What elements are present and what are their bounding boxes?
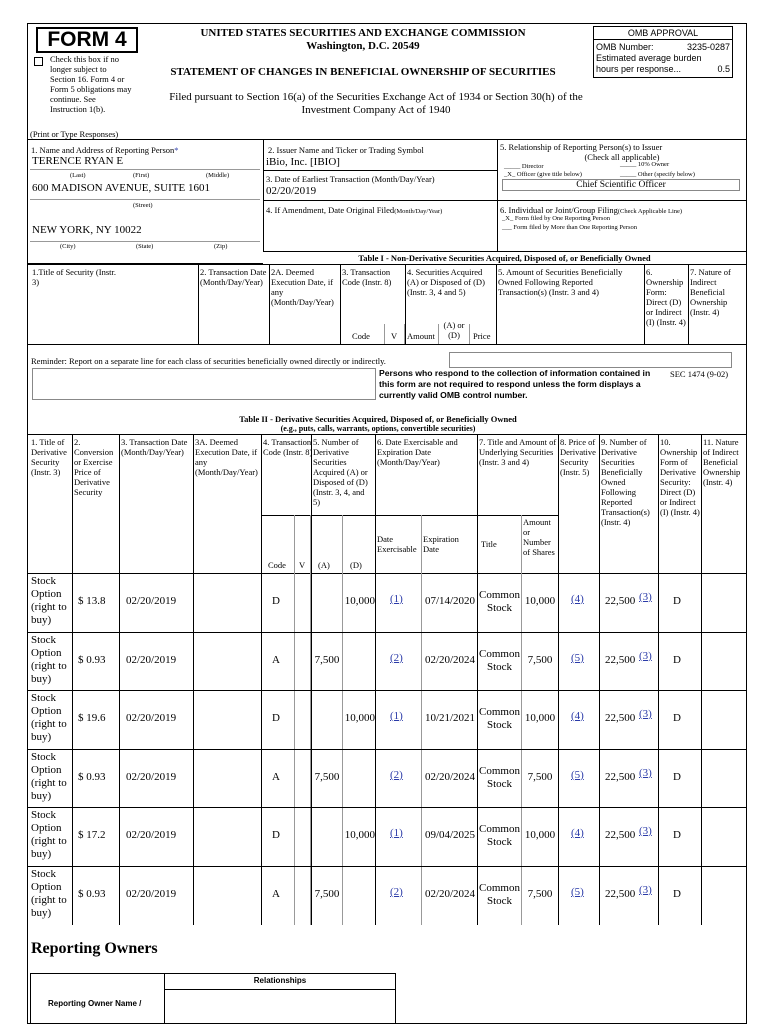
t1-h2: 2. Transaction Date (Month/Day/Year) bbox=[200, 267, 267, 287]
reporting-person-name: TERENCE RYAN E bbox=[32, 155, 124, 167]
t2-row-form: D bbox=[673, 888, 681, 900]
t2-row-ex-note[interactable]: (1) bbox=[390, 827, 403, 839]
agency-line1: UNITED STATES SECURITIES AND EXCHANGE COMMISSION bbox=[200, 27, 526, 39]
t2-row-date: 02/20/2019 bbox=[126, 595, 177, 607]
t2-row-title: Stock Option (right to buy) bbox=[31, 751, 67, 802]
t2-exp: Expiration Date bbox=[423, 534, 459, 554]
t2-row-ul-title: Common Stock bbox=[479, 882, 520, 907]
agency-line2: Washington, D.C. 20549 bbox=[306, 40, 420, 52]
t2-row-form: D bbox=[673, 771, 681, 783]
t1-amount: Amount bbox=[407, 331, 435, 341]
t2-h8: 8. Price of Derivative Security (Instr. 5) bbox=[560, 437, 596, 477]
t2-row-owned: 22,500 bbox=[605, 829, 636, 841]
filing-more-option[interactable]: ___ Form filed by More than One Reporting Person bbox=[502, 224, 638, 231]
issuer-name: iBio, Inc. [IBIO] bbox=[266, 156, 340, 168]
no-longer-subject-checkbox[interactable] bbox=[34, 57, 43, 66]
left-notice-box bbox=[32, 368, 376, 400]
owner-name-label: Reporting Owner Name / bbox=[48, 999, 142, 1008]
t2-row-owned: 22,500 bbox=[605, 771, 636, 783]
amendment-label: 4. If Amendment, Date Original Filed(Month/Day/Year) bbox=[266, 205, 443, 215]
t2-row-owned-note[interactable]: (3) bbox=[639, 825, 652, 837]
form-title: FORM 4 bbox=[47, 28, 127, 51]
officer-title: Chief Scientific Officer bbox=[576, 180, 666, 190]
t2-h5: 5. Number of Derivative Securities Acquired (A) or Disposed of (D) (Instr. 3, 4, and 5) bbox=[313, 437, 368, 507]
t2-row-ul-amount: 7,500 bbox=[527, 654, 553, 666]
t2-row-title: Stock Option (right to buy) bbox=[31, 692, 67, 743]
sec-code: SEC 1474 (9-02) bbox=[670, 369, 729, 379]
t2-row-p8-note[interactable]: (5) bbox=[571, 886, 584, 898]
t2-code: Code bbox=[268, 560, 286, 570]
t2-row-d: 10,000 bbox=[344, 829, 375, 841]
last-label: (Last) bbox=[70, 172, 86, 179]
t2-h10: 10. Ownership Form of Derivative Security: Direct (D) or Indirect (I) (Instr. 4) bbox=[660, 437, 700, 517]
print-type-note: (Print or Type Responses) bbox=[30, 129, 119, 139]
t2-title-col: Title bbox=[481, 539, 497, 549]
reporting-person-label: 1. Name and Address of Reporting Person* bbox=[31, 145, 179, 155]
issuer-label: 2. Issuer Name and Ticker or Trading Symbol bbox=[268, 145, 424, 155]
ten-pct-option[interactable]: _____ 10% Owner bbox=[620, 161, 670, 168]
t2-row-ex-note[interactable]: (2) bbox=[390, 769, 403, 781]
omb-number: 3235-0287 bbox=[686, 42, 730, 52]
t2-row-price: $ 0.93 bbox=[78, 654, 106, 666]
t2-h3a: 3A. Deemed Execution Date, if any (Month/Day/Year) bbox=[195, 437, 258, 477]
t2-row-code: D bbox=[272, 829, 280, 841]
relationship-label: 5. Relationship of Reporting Person(s) to Issuer bbox=[500, 142, 663, 152]
t2-row-title: Stock Option (right to buy) bbox=[31, 868, 67, 919]
middle-label: (Middle) bbox=[206, 172, 230, 179]
t2-row-a: 7,500 bbox=[314, 888, 340, 900]
t2-amount-col: Amount or Number of Shares bbox=[523, 517, 555, 557]
t2-row-exp: 02/20/2024 bbox=[424, 771, 476, 783]
t2-row-code: D bbox=[272, 712, 280, 724]
t2-row-p8-note[interactable]: (4) bbox=[571, 593, 584, 605]
t2-row-price: $ 0.93 bbox=[78, 888, 106, 900]
reminder-text: Reminder: Report on a separate line for each class of securities beneficially owned directly or indirectly. bbox=[31, 356, 386, 366]
street-label: (Street) bbox=[133, 202, 153, 209]
t2-row-ul-title: Common Stock bbox=[479, 706, 520, 731]
t2-row-title: Stock Option (right to buy) bbox=[31, 634, 67, 685]
t1-h5: 5. Amount of Securities Beneficially Owned Following Reported Transaction(s) (Instr. 3 and 4) bbox=[498, 267, 623, 297]
form-title-box bbox=[36, 27, 138, 53]
t2-row-code: A bbox=[272, 771, 280, 783]
t2-row-date: 02/20/2019 bbox=[126, 888, 177, 900]
t2-row-ex-note[interactable]: (2) bbox=[390, 652, 403, 664]
t2-row-ul-amount: 7,500 bbox=[527, 771, 553, 783]
t2-row-ul-title: Common Stock bbox=[479, 589, 520, 614]
t1-h3: 3. Transaction Code (Instr. 8) bbox=[342, 267, 392, 287]
t1-h7: 7. Nature of Indirect Beneficial Ownership (Instr. 4) bbox=[690, 267, 731, 317]
t1-price: Price bbox=[473, 331, 491, 341]
t2-row-date: 02/20/2019 bbox=[126, 771, 177, 783]
t2-row-ul-amount: 10,000 bbox=[524, 595, 556, 607]
t2-h3: 3. Transaction Date (Month/Day/Year) bbox=[121, 437, 188, 457]
omb-approval-box bbox=[593, 26, 733, 78]
t2-row-exp: 09/04/2025 bbox=[424, 829, 476, 841]
t2-row-form: D bbox=[673, 712, 681, 724]
t2-row-ul-amount: 7,500 bbox=[527, 888, 553, 900]
t2-row-title: Stock Option (right to buy) bbox=[31, 575, 67, 626]
t2-row-ul-title: Common Stock bbox=[479, 823, 520, 848]
t2-row-p8-note[interactable]: (5) bbox=[571, 769, 584, 781]
t2-row-owned: 22,500 bbox=[605, 654, 636, 666]
reporting-owners-heading: Reporting Owners bbox=[31, 940, 158, 957]
t1-code: Code bbox=[352, 331, 370, 341]
t2-row-owned: 22,500 bbox=[605, 595, 636, 607]
t2-row-date: 02/20/2019 bbox=[126, 654, 177, 666]
t2-row-exp: 07/14/2020 bbox=[424, 595, 476, 607]
omb-title: OMB APPROVAL bbox=[594, 27, 732, 40]
filed-line1: Filed pursuant to Section 16(a) of the Securities Exchange Act of 1934 or Section 30(h) of the bbox=[169, 91, 583, 103]
earliest-date-label: 3. Date of Earliest Transaction (Month/Day/Year) bbox=[266, 174, 435, 184]
t2-a: (A) bbox=[318, 560, 330, 570]
other-option[interactable]: _____ Other (specify below) bbox=[620, 171, 695, 178]
table1-title: Table I - Non-Derivative Securities Acquired, Disposed of, or Beneficially Owned bbox=[358, 253, 651, 263]
t2-row-exp: 02/20/2024 bbox=[424, 654, 476, 666]
omb-burden-label: Estimated average burden bbox=[596, 53, 702, 63]
t2-row-title: Stock Option (right to buy) bbox=[31, 809, 67, 860]
t2-row-owned: 22,500 bbox=[605, 888, 636, 900]
t2-row-form: D bbox=[673, 829, 681, 841]
city-state-zip: NEW YORK, NY 10022 bbox=[32, 224, 142, 236]
t2-row-p8-note[interactable]: (5) bbox=[571, 652, 584, 664]
table2-title: Table II - Derivative Securities Acquired, Disposed of, or Beneficially Owned bbox=[239, 414, 517, 424]
t2-h9: 9. Number of Derivative Securities Beneficially Owned Following Reported Transaction(s) (Instr. 4) bbox=[601, 437, 650, 527]
relationship-sub: (Check all applicable) bbox=[584, 152, 660, 162]
officer-title-box bbox=[502, 179, 740, 191]
t2-row-owned-note[interactable]: (3) bbox=[639, 767, 652, 779]
t2-date-ex: Date Exercisable bbox=[377, 534, 417, 554]
omb-number-label: OMB Number: bbox=[596, 42, 654, 52]
t1-v: V bbox=[391, 331, 398, 341]
form-page bbox=[27, 23, 747, 1024]
omb-hours-label: hours per response... bbox=[596, 64, 682, 74]
t2-row-p8-note[interactable]: (4) bbox=[571, 710, 584, 722]
t2-row-exp: 10/21/2021 bbox=[424, 712, 476, 724]
street-address: 600 MADISON AVENUE, SUITE 1601 bbox=[32, 182, 210, 194]
t2-row-price: $ 19.6 bbox=[78, 712, 106, 724]
t1-h1: 1.Title of Security (Instr. 3) bbox=[32, 267, 116, 287]
statement-title: STATEMENT OF CHANGES IN BENEFICIAL OWNERSHIP OF SECURITIES bbox=[170, 66, 556, 78]
t1-h6: 6. Ownership Form: Direct (D) or Indirect (I) (Instr. 4) bbox=[646, 267, 686, 327]
t2-row-ul-title: Common Stock bbox=[479, 765, 520, 790]
t2-row-owned-note[interactable]: (3) bbox=[639, 591, 652, 603]
t2-row-ex-note[interactable]: (1) bbox=[390, 593, 403, 605]
t2-row-price: $ 17.2 bbox=[78, 829, 106, 841]
t2-row-ex-note[interactable]: (2) bbox=[390, 886, 403, 898]
t2-row-owned-note[interactable]: (3) bbox=[639, 650, 652, 662]
t2-h4: 4. Transaction Code (Instr. 8) bbox=[263, 437, 313, 457]
t2-h1: 1. Title of Derivative Security (Instr. 3) bbox=[31, 437, 67, 477]
t2-row-owned-note[interactable]: (3) bbox=[639, 884, 652, 896]
t2-h6: 6. Date Exercisable and Expiration Date (Month/Day/Year) bbox=[377, 437, 458, 467]
t2-row-ex-note[interactable]: (1) bbox=[390, 710, 403, 722]
director-option[interactable]: _____ Director bbox=[504, 163, 544, 170]
t2-row-a: 7,500 bbox=[314, 654, 340, 666]
t1-h2a: 2A. Deemed Execution Date, if any (Month/Day/Year) bbox=[271, 267, 334, 307]
t2-row-a: 7,500 bbox=[314, 771, 340, 783]
t2-row-ul-title: Common Stock bbox=[479, 648, 520, 673]
t2-row-date: 02/20/2019 bbox=[126, 712, 177, 724]
table2-subtitle: (e.g., puts, calls, warrants, options, convertible securities) bbox=[280, 424, 476, 433]
t2-row-d: 10,000 bbox=[344, 712, 375, 724]
city-label: (City) bbox=[60, 243, 76, 250]
t2-row-code: D bbox=[272, 595, 280, 607]
t2-v: V bbox=[299, 560, 306, 570]
t2-row-ul-amount: 10,000 bbox=[524, 829, 556, 841]
reminder-input-box bbox=[449, 352, 732, 368]
t2-row-price: $ 0.93 bbox=[78, 771, 106, 783]
t2-row-form: D bbox=[673, 654, 681, 666]
t2-row-ul-amount: 10,000 bbox=[524, 712, 556, 724]
t2-h11: 11. Nature of Indirect Beneficial Ownership (Instr. 4) bbox=[703, 437, 741, 487]
earliest-date: 02/20/2019 bbox=[266, 185, 317, 197]
t2-row-p8-note[interactable]: (4) bbox=[571, 827, 584, 839]
zip-label: (Zip) bbox=[214, 243, 228, 250]
filed-line2: Investment Company Act of 1940 bbox=[301, 104, 451, 116]
t2-row-form: D bbox=[673, 595, 681, 607]
checkbox-label: Check this box if no longer subject to Section 16. Form 4 or Form 5 obligations may continue. See Instruction 1(b). bbox=[50, 54, 132, 114]
t2-row-price: $ 13.8 bbox=[78, 595, 106, 607]
t2-h2: 2. Conversion or Exercise Price of Derivative Security bbox=[74, 437, 114, 497]
t2-row-d: 10,000 bbox=[344, 595, 375, 607]
officer-option[interactable]: _X_ Officer (give title below) bbox=[504, 171, 582, 178]
t2-row-code: A bbox=[272, 888, 280, 900]
filing-label: 6. Individual or Joint/Group Filing(Check Applicable Line) bbox=[500, 205, 683, 215]
t2-row-owned-note[interactable]: (3) bbox=[639, 708, 652, 720]
t2-h7: 7. Title and Amount of Underlying Securities (Instr. 3 and 4) bbox=[479, 437, 557, 467]
filing-one-option[interactable]: _X_ Form filed by One Reporting Person bbox=[502, 215, 610, 222]
omb-hours: 0.5 bbox=[717, 64, 730, 74]
t1-h4: 4. Securities Acquired (A) or Disposed of (D) (Instr. 3, 4 and 5) bbox=[407, 267, 485, 297]
relationships-label: Relationships bbox=[253, 976, 307, 985]
t2-d: (D) bbox=[350, 560, 362, 570]
t2-row-date: 02/20/2019 bbox=[126, 829, 177, 841]
first-label: (First) bbox=[133, 172, 150, 179]
t2-row-code: A bbox=[272, 654, 280, 666]
t2-row-owned: 22,500 bbox=[605, 712, 636, 724]
state-label: (State) bbox=[136, 243, 154, 250]
t1-aord: (A) or (D) bbox=[443, 320, 465, 340]
t2-row-exp: 02/20/2024 bbox=[424, 888, 476, 900]
persons-notice: Persons who respond to the collection of information contained in this form are not required to respond unless the form displays a currently valid OMB control number. bbox=[379, 368, 651, 400]
